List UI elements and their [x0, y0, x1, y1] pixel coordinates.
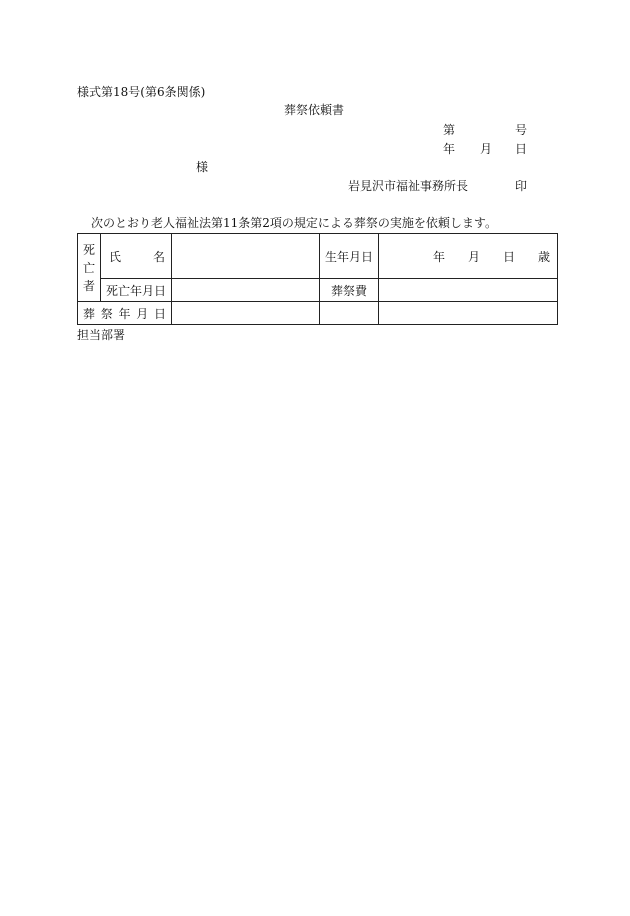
- deceased-label-char: 亡: [82, 260, 95, 275]
- seal-mark: 印: [515, 179, 528, 193]
- deceased-label-char: 死: [82, 242, 95, 257]
- body-text: 次のとおり老人福祉法第11条第2項の規定による葬祭の実施を依頼します。: [91, 216, 497, 230]
- birth-label: 生年月日: [324, 249, 373, 264]
- date-day: 日: [515, 142, 528, 156]
- date-month: 月: [480, 142, 493, 156]
- birth-day-unit: 日: [502, 249, 515, 264]
- age-unit: 歳: [537, 249, 550, 264]
- name-label-cell: [101, 234, 172, 279]
- funeral-cost-value-cell[interactable]: [379, 279, 558, 302]
- deceased-label-cell: [78, 234, 101, 302]
- death-date-label: 死亡年月日: [105, 283, 166, 298]
- birth-year-unit: 年: [433, 249, 446, 264]
- funeral-date-char: 月: [136, 306, 149, 321]
- funeral-date-char: 祭: [100, 306, 113, 321]
- funeral-cost-label: 葬祭費: [330, 283, 367, 298]
- deceased-label-char: 者: [82, 278, 95, 293]
- funeral-date-char: 年: [118, 306, 131, 321]
- name-label-char: 名: [152, 249, 165, 264]
- form-number: 様式第18号(第6条関係): [77, 85, 206, 99]
- date-year: 年: [443, 142, 456, 156]
- death-date-label-cell: [101, 279, 172, 302]
- name-value-cell[interactable]: [172, 234, 320, 279]
- funeral-extra-value-cell[interactable]: [379, 302, 558, 325]
- death-date-value-cell[interactable]: [172, 279, 320, 302]
- birth-value-cell[interactable]: [379, 234, 558, 279]
- doc-number-suffix: 号: [515, 123, 528, 137]
- table-row: [78, 302, 558, 325]
- funeral-date-char: 日: [153, 306, 166, 321]
- issuer-name: 岩見沢市福祉事務所長: [348, 179, 469, 193]
- table-row: [78, 234, 558, 279]
- addressee-suffix: 様: [196, 160, 209, 174]
- funeral-request-table: [77, 233, 558, 325]
- name-label-char: 氏: [109, 249, 122, 264]
- funeral-cost-label-cell: [320, 279, 379, 302]
- birth-label-cell: [320, 234, 379, 279]
- funeral-date-value-cell[interactable]: [172, 302, 320, 325]
- table-row: [78, 279, 558, 302]
- responsible-department-label: 担当部署: [77, 328, 126, 342]
- document-title: 葬祭依頼書: [284, 103, 345, 117]
- funeral-date-label-cell: [78, 302, 172, 325]
- doc-number-prefix: 第: [443, 123, 456, 137]
- funeral-extra-cell[interactable]: [320, 302, 379, 325]
- funeral-date-char: 葬: [83, 306, 96, 321]
- birth-month-unit: 月: [467, 249, 480, 264]
